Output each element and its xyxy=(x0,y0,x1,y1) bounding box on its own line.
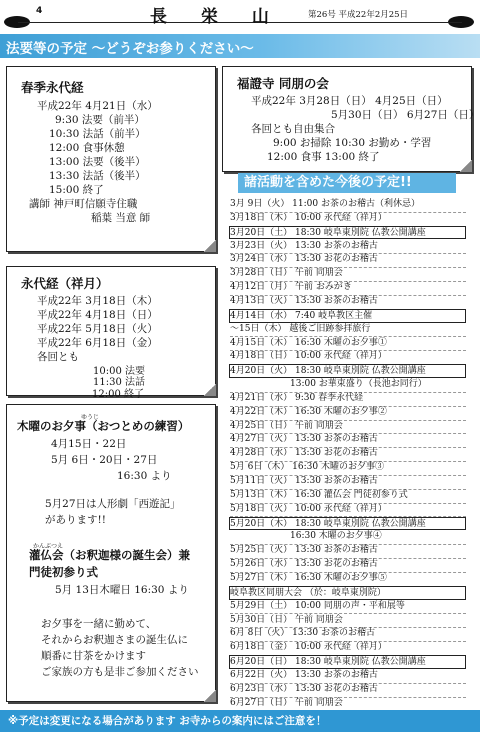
line: 15:00 終了 xyxy=(49,184,104,196)
box-title: 永代経（祥月） xyxy=(21,276,109,291)
issue-info: 第26号 平成22年2月25日 xyxy=(308,10,409,20)
line: 講師 神戸町信願寺住職 xyxy=(29,198,138,210)
schedule-row: 5月 6日（木） 16:30 木曜のお夕事③ xyxy=(230,461,466,476)
ruby: ゆうじ xyxy=(81,414,100,421)
schedule-row: 6月27日（日） 午前 同朋会 xyxy=(230,697,466,712)
schedule-row: 5月13日（木） 16:30 灌仏会 門徒初参り式 xyxy=(230,489,466,504)
schedule-row: 6月20日（日） 18:30 岐阜東別院 仏教公開講座 xyxy=(229,655,466,669)
line: 平成22年 6月18日（金） xyxy=(37,337,158,349)
line: 11:30 法話 xyxy=(93,377,145,388)
schedule-row: 4月18日（日） 10:00 永代経（祥月） xyxy=(230,350,466,365)
line: 平成22年 3月18日（木） xyxy=(37,295,158,307)
line: 12:00 食事休憩 xyxy=(49,142,125,154)
page-number: 4 xyxy=(36,6,43,16)
line: 稲葉 当意 師 xyxy=(91,212,151,224)
box-title: 木曜のお夕事（おつとめの練習） xyxy=(17,419,190,433)
schedule-row: 3月24日（水） 13:30 お花のお稽古 xyxy=(230,253,466,268)
line: 平成22年 5月18日（火） xyxy=(37,323,158,335)
schedule-row: 13:00 お華束盛り（長池お同行） xyxy=(230,378,466,393)
schedule-row: 4月12日（月） 午前 おみがき xyxy=(230,281,466,296)
schedule-row: 4月27日（火） 13:30 お茶のお稽古 xyxy=(230,433,466,448)
schedule-row: 3月23日（火） 13:30 お茶のお稽古 xyxy=(230,240,466,255)
banner-text: 法要等の予定 〜どうぞお参りください〜 xyxy=(6,41,254,57)
line: 13:00 法要（後半） xyxy=(49,156,146,168)
line: ご家族の方も是非ご参加ください xyxy=(41,666,199,678)
schedule-row: 5月25日（火） 13:30 お茶のお稽古 xyxy=(230,544,466,559)
line: 9:00 お掃除 10:30 お勤め・学習 xyxy=(273,137,432,149)
page-curl xyxy=(460,160,472,172)
box-title: 福證寺 同朋の会 xyxy=(237,76,329,91)
schedule-row: 4月22日（木） 16:30 木曜のお夕事② xyxy=(230,406,466,421)
schedule-row: 5月30日（日） 午前 同朋会 xyxy=(230,614,466,629)
eitaikyo-shotsuki-box xyxy=(6,266,216,396)
schedule-row: 6月18日（金） 10:00 永代経（祥月） xyxy=(230,641,466,656)
schedule-row: 5月29日（土） 10:00 同朋の声・平和展等 xyxy=(230,600,466,615)
line: 16:30 より xyxy=(117,470,172,482)
line: 12:00 終了 xyxy=(92,389,144,400)
box-title: 灌仏会（お釈迦様の誕生会）兼 xyxy=(29,548,190,562)
spring-eitaikyo-box xyxy=(6,66,216,252)
line: 5月30日（日） 6月27日（日） xyxy=(331,109,480,121)
schedule-row: 3月18日（木） 10:00 永代経（祥月） xyxy=(230,212,466,227)
schedule-row: 5月18日（火） 10:00 永代経（祥月） xyxy=(230,503,466,518)
schedule-row: 3月28日（日） 午前 同朋会 xyxy=(230,267,466,282)
dobokai-box xyxy=(222,66,480,172)
line: があります!! xyxy=(45,514,106,526)
schedule-row: 5月20日（木） 18:30 岐阜東別院 仏教公開講座 xyxy=(229,517,466,531)
box-title: 門徒初参り式 xyxy=(29,565,98,579)
schedule-row: 3月20日（土） 18:30 岐阜東別院 仏教公開講座 xyxy=(229,226,466,240)
line: 10:30 法話（前半） xyxy=(49,128,146,140)
line: 5月 13日木曜日 16:30 より xyxy=(55,584,189,596)
line: 10:00 法要 xyxy=(93,366,145,377)
schedule-title: 諸活動を含めた今後の予定!! xyxy=(238,173,456,193)
footer-banner xyxy=(0,710,480,732)
line: 13:30 法話（後半） xyxy=(49,170,146,182)
schedule-row: 6月22日（火） 13:30 お茶のお稽古 xyxy=(230,669,466,684)
line: 平成22年 4月21日（水） xyxy=(37,100,158,112)
line: 5月 6日・20日・27日 xyxy=(51,454,158,466)
page-curl xyxy=(204,384,216,396)
line: 4月15日・22日 xyxy=(51,438,127,450)
schedule-row: 4月21日（水） 9:30 春季永代経 xyxy=(230,392,466,407)
line: 各回とも自由集合 xyxy=(251,123,335,135)
schedule-row: 岐阜教区同朋大会 （於：岐阜東別院） xyxy=(229,586,466,600)
schedule-row: 4月25日（日） 午前 同朋会 xyxy=(230,420,466,435)
page-curl xyxy=(204,690,216,702)
schedule-row: 5月26日（水） 13:30 お花のお稽古 xyxy=(230,558,466,573)
schedule-row: 16:30 木曜のお夕事④ xyxy=(230,530,466,545)
schedule-row: 3月 9日（火） 11:00 お茶のお稽古（利休忌） xyxy=(230,198,466,213)
line: 5月27日は人形劇「西遊記」 xyxy=(45,498,181,510)
line: 平成22年 3月28日（日） 4月25日（日） xyxy=(251,95,448,107)
schedule-row: 5月27日（木） 16:30 木曜のお夕事⑤ xyxy=(230,572,466,587)
line: 順番に甘茶をかけます xyxy=(41,650,146,662)
line: 各回とも xyxy=(37,351,79,363)
schedule-row: 4月13日（火） 13:30 お茶のお稽古 xyxy=(230,295,466,310)
line: お夕事を一緒に勤めて、 xyxy=(41,618,157,630)
schedule-row: 4月28日（水） 13:30 お花のお稽古 xyxy=(230,447,466,462)
oyuji-box xyxy=(6,404,216,702)
newsletter-title: 長 栄 山 xyxy=(150,7,283,27)
schedule-row: 5月11日（火） 13:30 お茶のお稽古 xyxy=(230,475,466,490)
line: 9:30 法要（前半） xyxy=(55,114,145,126)
line: 平成22年 4月18日（日） xyxy=(37,309,158,321)
schedule-row: 6月 8日（火） 13:30 お茶のお稽古 xyxy=(230,627,466,642)
footer-text: ※予定は変更になる場合があります お寺からの案内にはご注意を！ xyxy=(8,715,327,727)
page-curl xyxy=(204,240,216,252)
schedule-row: 6月23日（水） 13:30 お花のお稽古 xyxy=(230,683,466,698)
box-title: 春季永代経 xyxy=(21,80,84,95)
schedule-row: 〜15日（木） 越後ご旧跡参拝旅行 xyxy=(230,323,466,338)
schedule-row: 4月14日（水） 7:40 岐阜教区主催 xyxy=(229,309,466,323)
schedule-row: 4月20日（火） 18:30 岐阜東別院 仏教公開講座 xyxy=(229,364,466,378)
line: それからお釈迦さまの誕生仏に xyxy=(41,634,188,646)
section-banner xyxy=(0,34,480,58)
line: 12:00 食事 13:00 終了 xyxy=(267,151,380,163)
ruby: かんぶつえ xyxy=(33,543,64,550)
schedule-row: 4月15日（木） 16:30 木曜のお夕事① xyxy=(230,337,466,352)
